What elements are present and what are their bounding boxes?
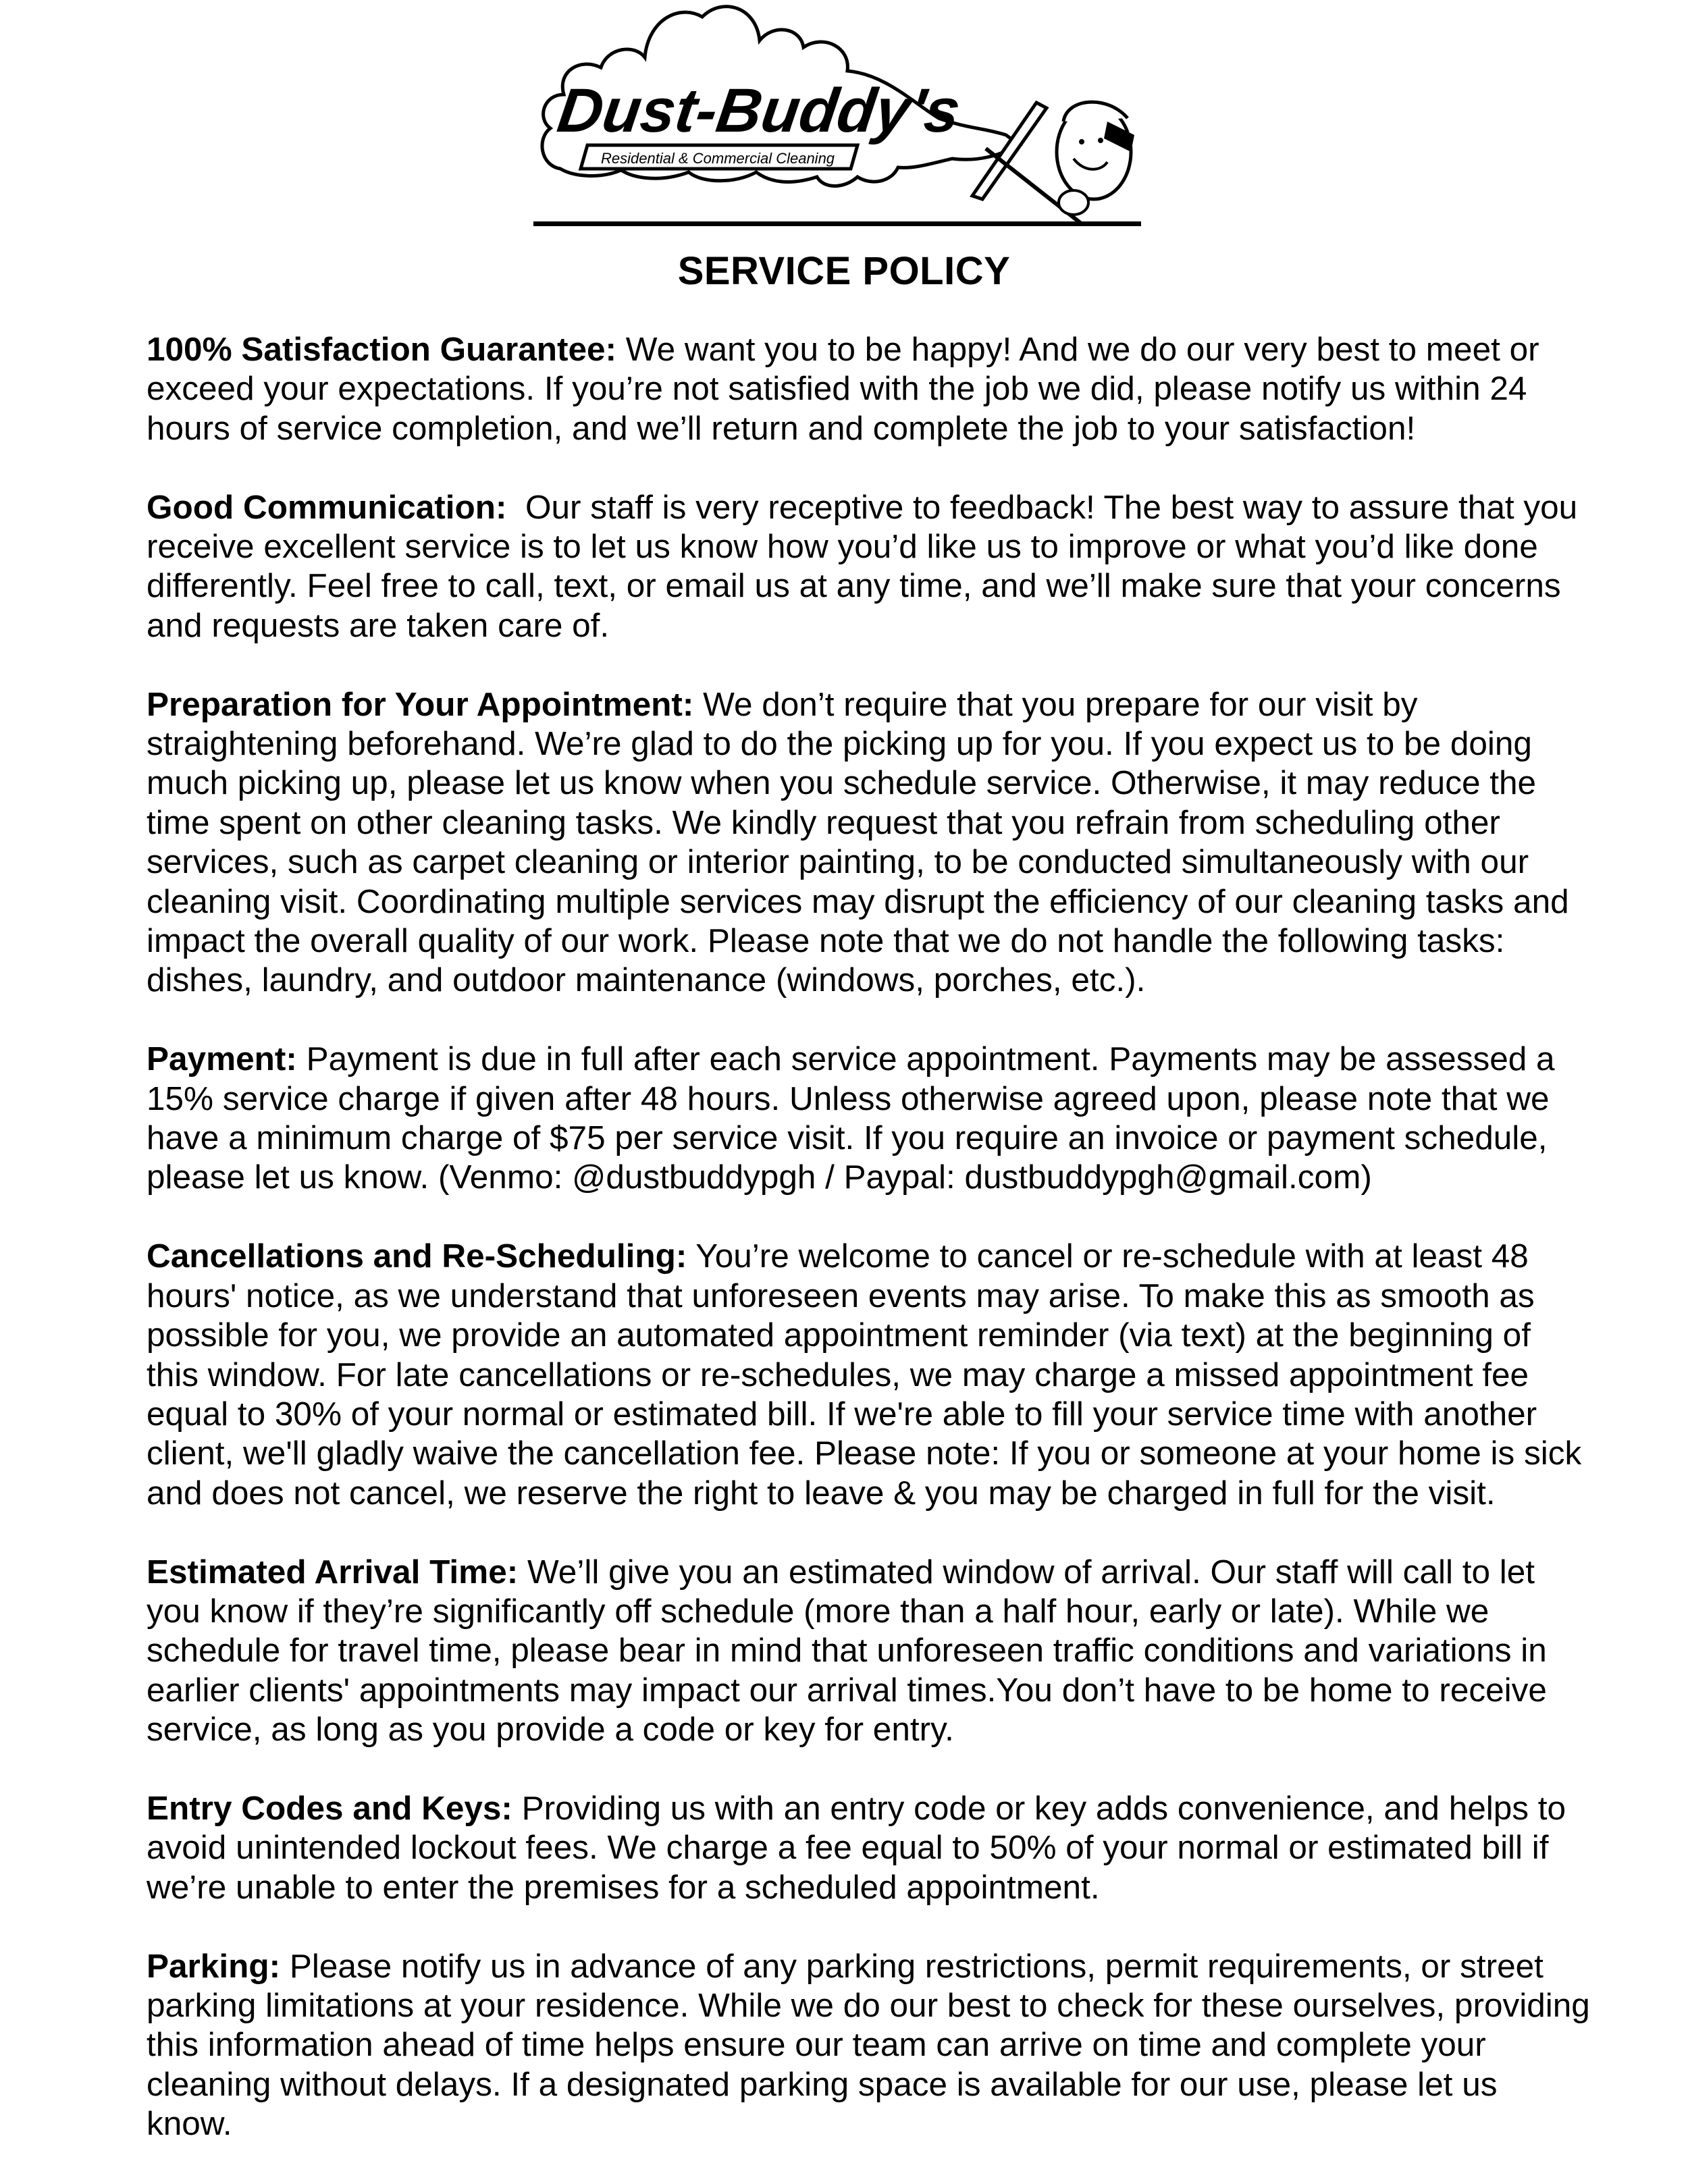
section-text: Payment is due in full after each service appointment. Payments may be assessed a 15% service charge if given after 48 hours. Unless otherwise agreed upon, please note that we have a minimum charge of $75 per service visit. If you require an invoice or payment schedule, please let us know. (Venmo: @dustbuddypgh / Paypal: dustbuddypgh@gmail.com) <box>147 1040 1555 1196</box>
section-label: Cancellations and Re-Scheduling: <box>147 1237 687 1275</box>
section-label: Parking: <box>147 1947 281 1985</box>
company-logo <box>533 0 1148 230</box>
section-text: You’re welcome to cancel or re-schedule with at least 48 hours' notice, as we understand that unforeseen events may arise. To make this as smooth as possible for you, we provide an automated appointment reminder (via text) at the beginning of this window. For late cancellations or re-schedules, we may charge a missed appointment fee equal to 30% of your normal or estimated bill. If we're able to fill your service time with another client, we'll gladly waive the cancellation fee. Please note: If you or someone at your home is sick and does not cancel, we reserve the right to leave & you may be charged in full for the visit. <box>147 1237 1582 1512</box>
policy-section-payment <box>147 1040 1591 1198</box>
section-label: Payment: <box>147 1040 297 1078</box>
section-text: Our staff is very receptive to feedback! The best way to assure that you receive excellent service is to let us know how you’d like us to improve or what you’d like done differently. Feel free to call, text, or email us at any time, and we’ll make sure that your concerns and requests are taken care of. <box>147 488 1587 644</box>
policy-section-arrival-time <box>147 1553 1591 1750</box>
dust-buddys-logo-icon <box>533 0 1148 230</box>
policy-section-satisfaction <box>147 330 1591 448</box>
policy-section-preparation <box>147 685 1591 1001</box>
policy-section-communication <box>147 488 1591 646</box>
section-text: We want you to be happy! And we do our very best to meet or exceed your expectations. If you’re not satisfied with the job we did, please notify us within 24 hours of service completion, and we’ll return and complete the job to your satisfaction! <box>147 331 1539 447</box>
section-text: Providing us with an entry code or key adds convenience, and helps to avoid unintended lockout fees. We charge a fee equal to 50% of your normal or estimated bill if we’re unable to enter the premises for a scheduled appointment. <box>147 1789 1566 1906</box>
policy-section-parking <box>147 1947 1591 2144</box>
svg-text:Dust-Buddy's: Dust-Buddy's <box>553 75 965 145</box>
section-text: Please notify us in advance of any parking restrictions, permit requirements, or street parking limitations at your residence. While we do our best to check for these ourselves, providing this information ahead of time helps ensure our team can arrive on time and complete your cleaning without delays. If a designated parking space is available for our use, please let us know. <box>147 1947 1590 2143</box>
section-label: Estimated Arrival Time: <box>147 1553 519 1591</box>
policy-section-cancellations <box>147 1237 1591 1513</box>
section-label: Preparation for Your Appointment: <box>147 685 694 723</box>
section-label: 100% Satisfaction Guarantee: <box>147 331 616 368</box>
section-label: Good Communication: <box>147 488 507 526</box>
policy-section-entry-codes <box>147 1789 1591 1907</box>
section-label: Entry Codes and Keys: <box>147 1789 512 1827</box>
section-text: We don’t require that you prepare for our visit by straightening beforehand. We’re glad to do the picking up for you. If you expect us to be doing much picking up, please let us know when you schedule service. Otherwise, it may reduce the time spent on other cleaning tasks. We kindly request that you refrain from scheduling other services, such as carpet cleaning or interior painting, to be conducted simultaneously with our cleaning visit. Coordinating multiple services may disrupt the efficiency of our cleaning tasks and impact the overall quality of our work. Please note that we do not handle the following tasks: dishes, laundry, and outdoor maintenance (windows, porches, etc.). <box>147 685 1569 999</box>
section-text: We’ll give you an estimated window of arrival. Our staff will call to let you know if they’re significantly off schedule (more than a half hour, early or late). While we schedule for travel time, please bear in mind that unforeseen traffic conditions and variations in earlier clients' appointments may impact our arrival times.You don’t have to be home to receive service, as long as you provide a code or key for entry. <box>147 1553 1547 1749</box>
svg-text:Residential & Commercial Clean: Residential & Commercial Cleaning <box>601 150 835 167</box>
page-title: SERVICE POLICY <box>677 249 1011 293</box>
policy-content <box>147 330 1591 2183</box>
